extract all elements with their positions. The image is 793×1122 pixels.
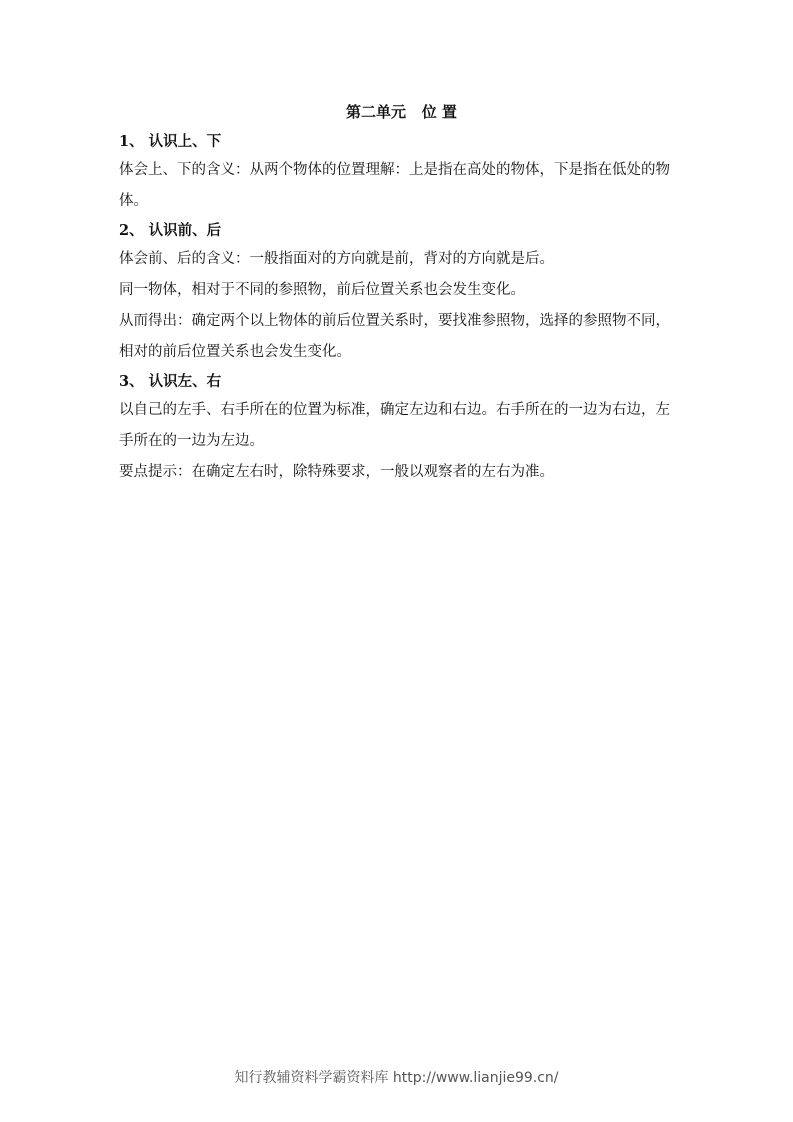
document-body xyxy=(119,100,684,488)
paragraph: 以自己的左手、右手所在的位置为标准，确定左边和右边。右手所在的一边为右边，左手所在的一边为左边。 xyxy=(119,402,670,449)
paragraph: 体会上、下的含义：从两个物体的位置理解：上是指在高处的物体，下是指在低处的物体。 xyxy=(119,162,670,209)
section-front-back xyxy=(119,217,684,368)
section-left-right xyxy=(119,368,684,488)
page-title: 第二单元 位 置 xyxy=(346,103,457,121)
section-heading: 1、 认识上、下 xyxy=(119,133,222,150)
paragraph: 同一物体，相对于不同的参照物，前后位置关系也会发生变化。 xyxy=(119,282,525,298)
section-up-down xyxy=(119,128,684,217)
footer-watermark: 知行教辅资料学霸资料库 http://www.lianjie99.cn/ xyxy=(234,1070,559,1086)
paragraph: 从而得出：确定两个以上物体的前后位置关系时，要找准参照物，选择的参照物不同，相对的前后位置关系也会发生变化。 xyxy=(119,313,670,360)
paragraph: 要点提示：在确定左右时，除特殊要求，一般以观察者的左右为准。 xyxy=(119,464,554,480)
section-heading: 3、 认识左、右 xyxy=(119,373,222,390)
paragraph: 体会前、后的含义：一般指面对的方向就是前，背对的方向就是后。 xyxy=(119,251,554,267)
section-heading: 2、 认识前、后 xyxy=(119,222,222,239)
